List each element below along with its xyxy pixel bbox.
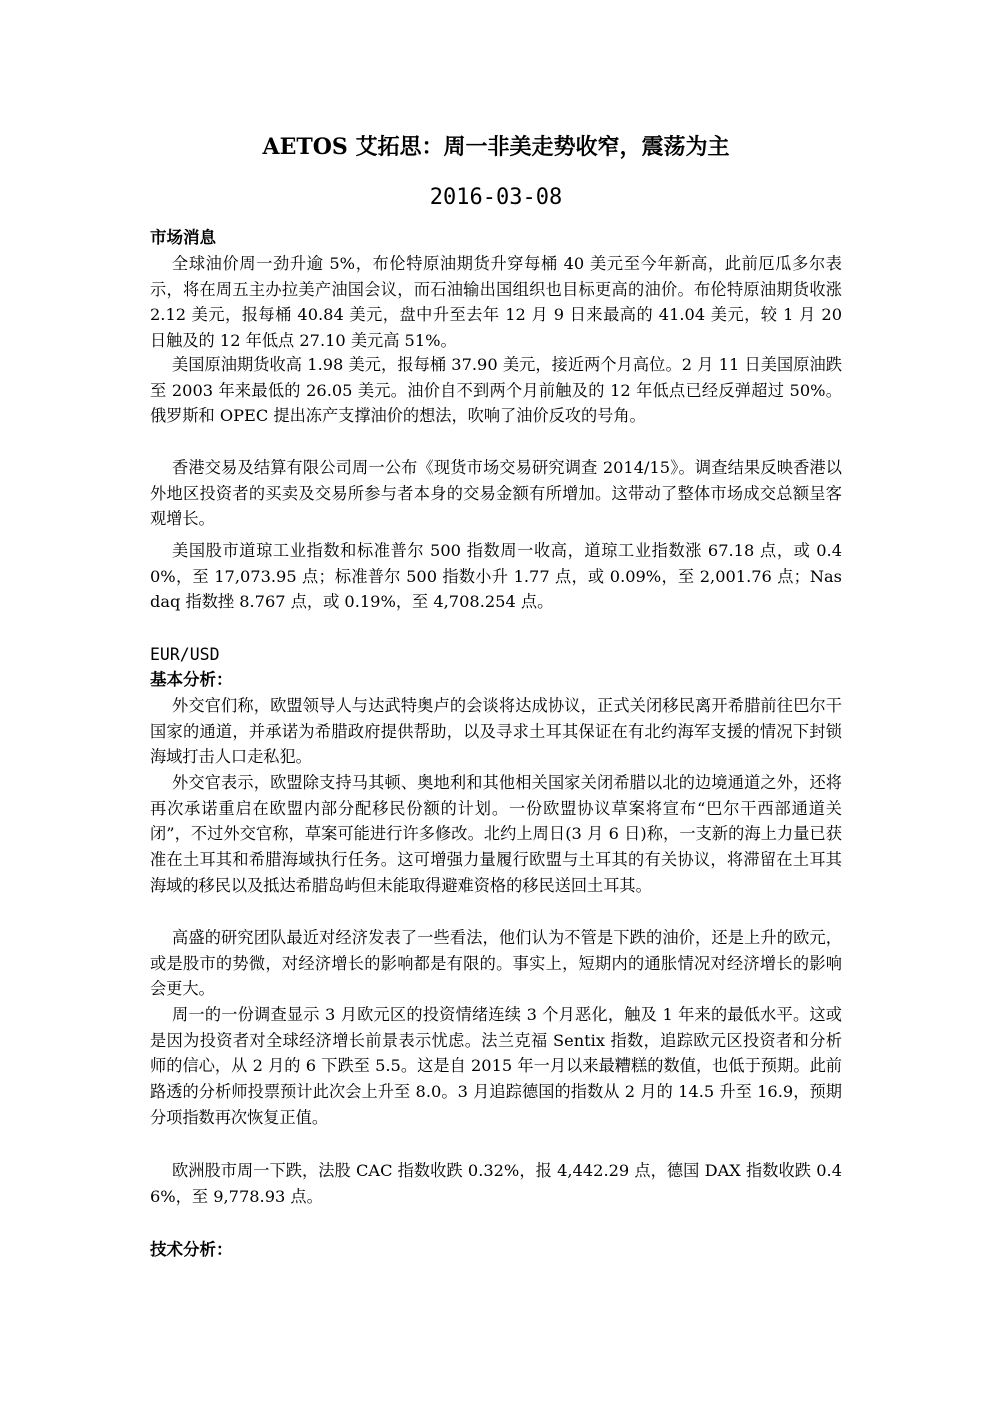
eurusd-paragraph-4: 周一的一份调查显示 3 月欧元区的投资情绪连续 3 个月恶化，触及 1 年来的最低水平。这或是因为投资者对全球经济增长前景表示忧虑。法兰克福 Sentix 指数，追踪欧元区投资者和分析师的信心，从 2 月的 6 下跌至 5.5。这是自 2015 年一月以来最糟糕的数值，也低于预期。此前路透的分析师投票预计此次会上升至 8.0。3 月追踪德国的指数从 2 月的 14.5 升至 16.9，预期分项指数再次恢复正值。 (150, 1005, 842, 1127)
currency-pair-heading: EUR/USD (150, 645, 220, 664)
market-news-paragraph-2: 美国原油期货收高 1.98 美元，报每桶 37.90 美元，接近两个月高位。2 月 11 日美国原油跌至 2003 年来最低的 26.05 美元。油价自不到两个月前触及的 12 年低点已经反弹超过 50%。俄罗斯和 OPEC 提出冻产支撑油价的想法，吹响了油价反攻的号角。 (150, 355, 842, 426)
technical-analysis-heading: 技术分析： (150, 1240, 233, 1259)
eurusd-paragraph-3: 高盛的研究团队最近对经济发表了一些看法，他们认为不管是下跌的油价，还是上升的欧元，或是股市的势微，对经济增长的影响都是有限的。事实上，短期内的通胀情况对经济增长的影响会更大。 (150, 928, 842, 999)
market-news-paragraph-4: 美国股市道琼工业指数和标准普尔 500 指数周一收高，道琼工业指数涨 67.18 点，或 0.40%，至 17,073.95 点；标准普尔 500 指数小升 1.77 点，或 0.09%，至 2,001.76 点；Nasdaq 指数挫 8.767 点，或 0.19%，至 4,708.254 点。 (150, 541, 842, 612)
eurusd-paragraph-2: 外交官表示，欧盟除支持马其顿、奥地利和其他相关国家关闭希腊以北的边境通道之外，还将再次承诺重启在欧盟内部分配移民份额的计划。一份欧盟协议草案将宣布“巴尔干西部通道关闭”，不过外交官称，草案可能进行许多修改。北约上周日(3 月 6 日)称，一支新的海上力量已获准在土耳其和希腊海域执行任务。这可增强力量履行欧盟与土耳其的有关协议，将滞留在土耳其海域的移民以及抵达希腊岛屿但未能取得避难资格的移民送回土耳其。 (150, 773, 842, 895)
market-news-paragraph-1: 全球油价周一劲升逾 5%，布伦特原油期货升穿每桶 40 美元至今年新高，此前厄瓜多尔表示，将在周五主办拉美产油国会议，而石油输出国组织也目标更高的油价。布伦特原油期货收涨 2.12 美元，报每桶 40.84 美元，盘中升至去年 12 月 9 日来最高的 41.04 美元，较 1 月 20 日触及的 12 年低点 27.10 美元高 51%。 (150, 254, 842, 351)
eurusd-paragraph-1: 外交官们称，欧盟领导人与达武特奥卢的会谈将达成协议，正式关闭移民离开希腊前往巴尔干国家的通道，并承诺为希腊政府提供帮助，以及寻求土耳其保证在有北约海军支援的情况下封锁海域打击人口走私犯。 (150, 696, 842, 767)
document-date: 2016-03-08 (429, 185, 563, 210)
eurusd-paragraph-5: 欧洲股市周一下跌，法股 CAC 指数收跌 0.32%，报 4,442.29 点，德国 DAX 指数收跌 0.46%，至 9,778.93 点。 (150, 1161, 842, 1206)
market-news-heading: 市场消息 (150, 228, 216, 247)
fundamental-analysis-heading: 基本分析： (150, 670, 233, 689)
document-title: AETOS 艾拓思：周一非美走势收窄，震荡为主 (262, 134, 730, 160)
market-news-paragraph-3: 香港交易及结算有限公司周一公布《现货市场交易研究调查 2014/15》。调查结果反映香港以外地区投资者的买卖及交易所参与者本身的交易金额有所增加。这带动了整体市场成交总额呈客观增长。 (150, 458, 842, 529)
